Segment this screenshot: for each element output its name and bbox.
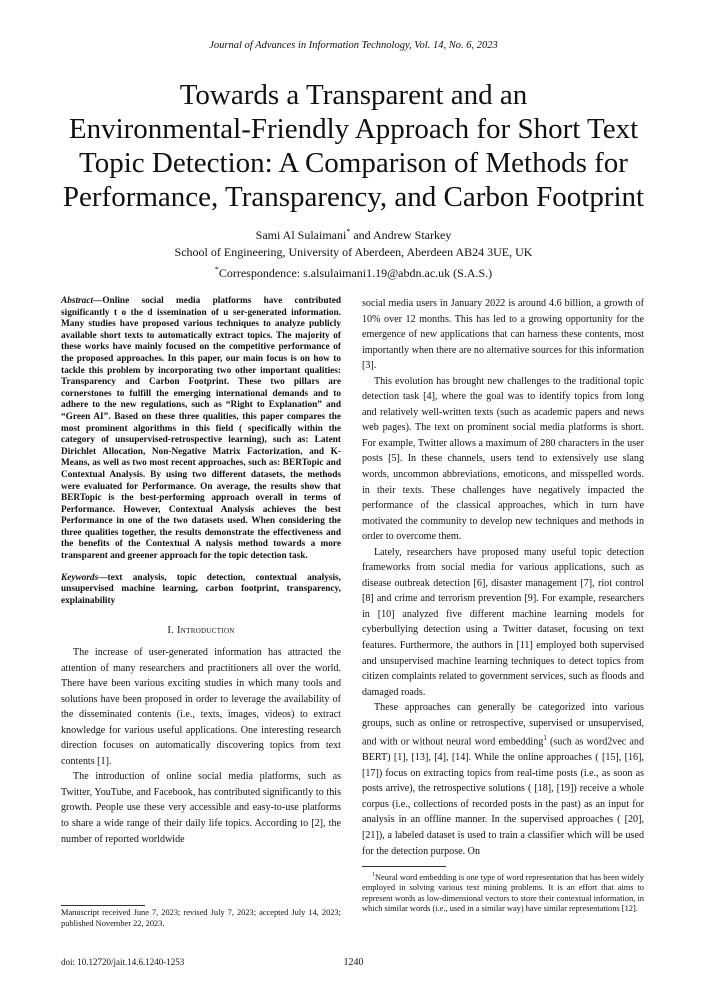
section-heading: I. Introduction [167, 625, 235, 637]
correspondence: *Correspondence: s.alsulaimani1.19@abdn.ac.uk (S.A.S.) [214, 265, 493, 280]
paragraph: Lately, researchers have proposed many useful topic detection frameworks from social media for various applications, such as disease outbreak detection [6], disaster management [7], riot control [8] and crime and terrorism prevention [9]. For example, researchers in [10] analyzed five different machine learning models for cyberbullying detection using a Twitter dataset, focusing on text features. Furthermore, the authors in [11] employed both supervised and unsupervised machine learning techniques to detect topics from citizen complaints related to government services, such as floods and damaged roads. [362, 546, 644, 698]
title-line: Topic Detection: A Comparison of Methods for [79, 147, 628, 179]
paragraph: The increase of user-generated information has attracted the attention of many researchers and practitioners all over the world. There have been various exciting studies in which many tools and solutions have been proposed in order to leverage the availability of the disseminated contents (i.e., texts, images, videos) to extract knowledge for various useful applications. One interesting research direction focuses on automatically discovering topics from text contents [1]. [61, 646, 341, 767]
footnote-marker: 1 [543, 734, 547, 743]
doi: doi: 10.12720/jait.14.6.1240-1253 [61, 957, 185, 967]
footnote: $^1$Neural word embedding is one type of word representation that has been widely employed in solving various text mining problems. It is an effort that aims to represent words as low-dimensional vectors to store their contextual information, in which similar words (i.e., used in a similar way) have similar representations [12]. [362, 872, 644, 914]
paper-title [40, 78, 667, 214]
author-names: Sami Al Sulaimani* and Andrew Starkey [255, 227, 452, 242]
paragraph: These approaches can generally be categorized into various groups, such as online or retrospective, supervised or unsupervised, and with or without neural word embedding$^1$ (such as word2vec and BERT) [1], [13], [4], [14]. While the online approaches ( [15], [16], [17]) focus on extracting topics from real-time posts (i.e., as soon as posts arrive), the retrospective solutions ( [18], [19]) receive a whole corpus (i.e., collections of recorded posts in the past) as an input for analysis in an offline manner. In the supervised approaches ( [20], [21]), a labeled dataset is used to train a classifier which will be used for the detection purpose. On [362, 702, 644, 857]
paragraph: This evolution has brought new challenges to the traditional topic detection task [4], where the goal was to identify topics from long and relatively well-written texts (such as academic papers and news web pages). The text on prominent social media platforms is short. For example, Twitter allows a maximum of 280 characters in the user posts [5]. In these channels, users tend to extensively use slang words, uncommon abbreviations, emoticons, and misspelled words. in their texts. These challenges have negatively impacted the performance of the classical approaches, which in turn have motivated the community to develop new techniques and methods in order to overcome them. [362, 375, 644, 543]
affiliation: School of Engineering, University of Aberdeen, Aberdeen AB24 3UE, UK [174, 245, 533, 259]
abstract: Abstract—Online social media platforms have contributed significantly t o the d issemination of u ser-generated information. Many studies have proposed various techniques to analyze publicly available short texts to automatically extract topics. The majority of these works have mainly focused on the competitive performance of the proposed approaches. In this paper, our main focus is on how to tackle this problem by incorporating two other important qualities: Transparency and Carbon Footprint. These two pillars are cornerstones to fulfill the emerging international demands and to adhere to the new regulations, such as “Right to Explanation” and “Green AI”. Based on these three qualities, this paper compares the most prominent algorithms in this field ( specifically within the category of unsupervised-retrospective learning), such as: Latent Dirichlet Allocation, Non-Negative Matrix Factorization, and K-Means, as well as two most recent approaches, such as: BERTopic and Contextual Analysis. By using two different datasets, the methods were evaluated for Performance. On average, the results show that BERTopic is the best-performing approach overall in terms of Performance. However, Contextual Analysis achieves the best Performance in one of the two datasets used. When considering the three qualities together, the results demonstrate the effectiveness and the benefits of the Contextual A nalysis method towards a more transparent and greener approach for the topic detection task. [61, 296, 341, 562]
right-column [362, 296, 644, 859]
title-line: Towards a Transparent and an [179, 79, 528, 111]
paragraph: The introduction of online social media platforms, such as Twitter, YouTube, and Facebook, has contributed significantly to this growth. People use these very accessible and easy-to-use platforms to share a wide range of their daily life topics. According to [2], the number of reported worldwide [61, 771, 341, 845]
manuscript-divider [61, 905, 145, 906]
author-block [0, 223, 707, 282]
journal-header: Journal of Advances in Information Technology, Vol. 14, No. 6, 2023 [209, 40, 498, 51]
keywords: Keywords—text analysis, topic detection, contextual analysis, unsupervised machine learning, carbon footprint, transparency, explainability [61, 572, 341, 606]
manuscript-note: Manuscript received June 7, 2023; revised July 7, 2023; accepted July 14, 2023; published November 22, 2023. [61, 908, 341, 928]
left-column [61, 296, 341, 847]
title-line: Environmental-Friendly Approach for Short Text [68, 113, 639, 145]
footnote-divider [362, 866, 446, 867]
paragraph: social media users in January 2022 is around 4.6 billion, a growth of 10% over 12 months. This has led to a growing opportunity for the emergence of new applications that can harness these contents, most importantly when there are no alternative sources for this information [3]. [362, 298, 644, 372]
page-number: 1240 [343, 957, 364, 968]
title-line: Performance, Transparency, and Carbon Footprint [62, 181, 645, 213]
